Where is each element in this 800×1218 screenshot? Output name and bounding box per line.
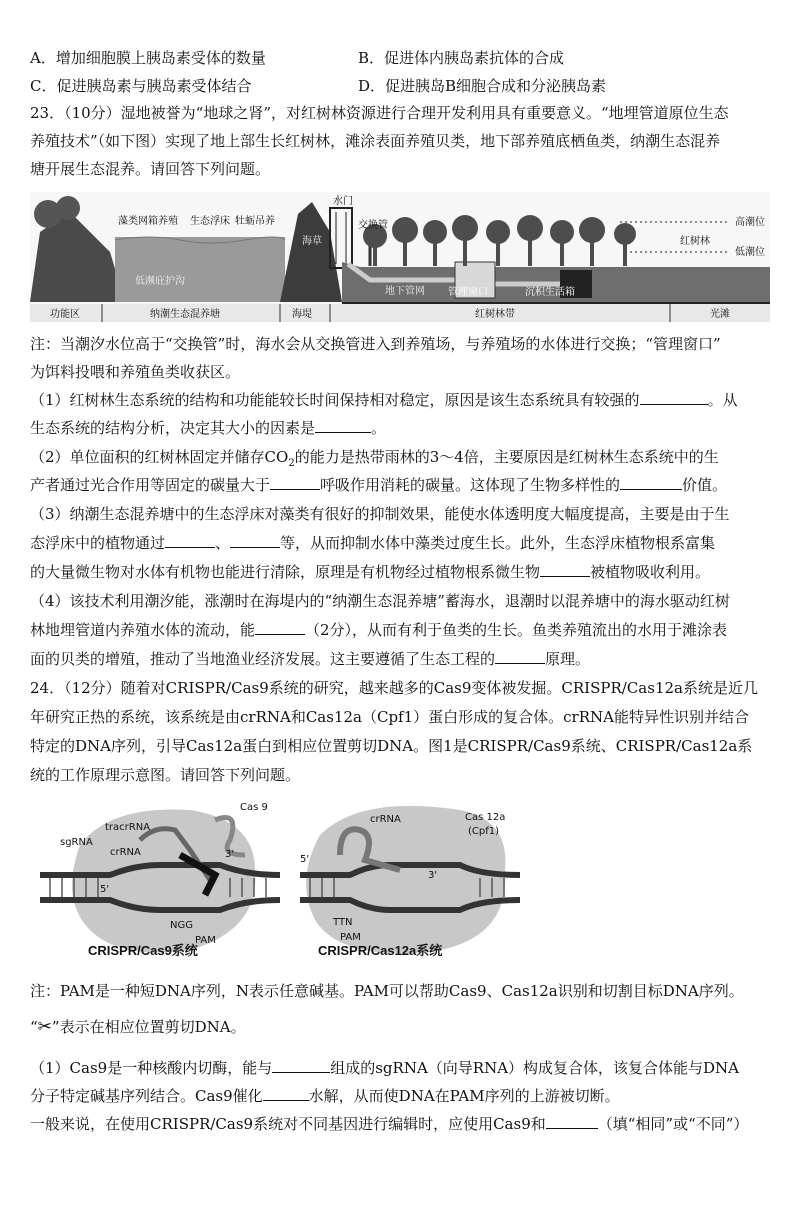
q24-note-2: ”表示在相应位置剪切DNA。: [51, 1018, 246, 1036]
option-b: B．促进体内胰岛素抗体的合成: [358, 49, 565, 67]
zone-func: 功能区: [50, 309, 80, 320]
q23-p4-line1: （4）该技术利用潮汐能，涨潮时在海堤内的“纳潮生态混养塘”蓄海水，退潮时以混养塘中的海水驱动红树: [30, 592, 730, 610]
cas12a-label: Cas 12a: [465, 812, 506, 823]
crrna-label: crRNA: [110, 847, 141, 858]
q23-note-2: 为饵料投喂和养殖鱼类收获区。: [30, 363, 241, 381]
label-oyster: 牡蛎吊养: [235, 216, 275, 227]
q24-p1-text-f: （填“相同”或“不同”）: [597, 1115, 749, 1133]
q23-intro-1: 23．（10分）湿地被誉为“地球之肾”，对红树林资源进行合理开发利用具有重要意义。“地埋管道原位生态: [30, 104, 729, 122]
q23-p2-text-b: 的能力是热带雨林的3～4倍，主要原因是红树林生态系统中的生: [294, 448, 719, 466]
ngg-label: NGG: [170, 920, 193, 931]
q23-p4-text-b: 林地埋管道内养殖水体的流动，能: [30, 621, 256, 639]
q23-p3-line3: [30, 561, 710, 583]
q24-p1-text-a: （1）Cas9是一种核酸内切酶，能与: [30, 1059, 273, 1077]
q23-p1-text-a: （1）红树林生态系统的结构和功能能较长时间保持相对稳定，原因是该生态系统具有较强的: [30, 391, 640, 409]
q24-note-1: 注：PAM是一种短DNA序列，N表示任意碱基。PAM可以帮助Cas9、Cas12a识别和切割目标DNA序列。: [30, 982, 744, 1000]
answer-blank-11[interactable]: [263, 1086, 309, 1101]
q23-p3-text-f: 被植物吸收利用。: [590, 563, 711, 581]
q24-note-2-line: [30, 1016, 246, 1038]
q23-p2-text-c: 产者通过光合作用等固定的碳量大于: [30, 476, 271, 494]
q23-p3-text-d: 等，从而抑制水体中藻类过度生长。此外，生态浮床植物根系富集: [280, 534, 716, 552]
q23-intro-2: 养殖技术”（如下图）实现了地上部生长红树林，滩涂表面养殖贝类，地下部养殖底栖鱼类，纳潮生态混养: [30, 132, 721, 150]
label-high-tide: 高潮位: [735, 217, 765, 228]
label-window: 管理窗口: [448, 287, 488, 298]
q24-p1-text-c: 分子特定碱基序列结合。Cas9催化: [30, 1087, 263, 1105]
answer-blank-10[interactable]: [272, 1058, 330, 1073]
q23-note-1: 注：当潮汐水位高于“交换管”时，海水会从交换管进入到养殖场，与养殖场的水体进行交换；“管理窗口”: [30, 335, 721, 353]
answer-blank-1[interactable]: [640, 390, 708, 405]
q24-p1-line1: [30, 1057, 739, 1079]
q23-p1-line2: [30, 417, 386, 439]
q24-note-quote-open: “: [30, 1018, 38, 1036]
caption-cas9: CRISPR/Cas9系统: [88, 943, 198, 958]
q23-p3-line2: [30, 532, 715, 554]
answer-blank-6[interactable]: [230, 533, 280, 548]
zone-dike: 海堤: [292, 309, 312, 320]
label-pipe: 地下管网: [385, 286, 425, 297]
q24-p1-text-d: 水解，从而使DNA在PAM序列的上游被切断。: [308, 1087, 620, 1105]
sgrna-label: sgRNA: [60, 837, 93, 848]
zone-beach: 光滩: [710, 309, 730, 320]
zone-pond: 纳潮生态混养塘: [150, 309, 220, 320]
answer-blank-5[interactable]: [165, 533, 215, 548]
q23-p3-line1: （3）纳潮生态混养塘中的生态浮床对藻类有很好的抑制效果，能使水体透明度大幅度提高，主要是由于生: [30, 505, 730, 523]
q23-p4-text-d: 面的贝类的增殖，推动了当地渔业经济发展。这主要遵循了生态工程的: [30, 650, 496, 668]
q24-p1-line2: [30, 1085, 620, 1107]
q23-p4-line2: [30, 619, 727, 641]
answer-blank-4[interactable]: [620, 475, 682, 490]
q24-intro-1: 24．（12分）随着对CRISPR/Cas9系统的研究，越来越多的Cas9变体被发掘。CRISPR/Cas12a系统是近几: [30, 679, 758, 697]
label-low-tide: 低潮位: [735, 247, 765, 258]
answer-blank-9[interactable]: [495, 649, 545, 664]
option-c: C．促进胰岛素与胰岛素受体结合: [30, 77, 252, 95]
answer-blank-12[interactable]: [546, 1114, 598, 1129]
q23-p1-text-b: 。从: [707, 391, 738, 409]
pam-label-right: PAM: [340, 932, 361, 943]
q24-intro-2: 年研究正热的系统，该系统是由crRNA和Cas12a（Cpf1）蛋白形成的复合体。crRNA能特异性识别并结合: [30, 708, 749, 726]
q24-intro-3: 特定的DNA序列，引导Cas12a蛋白到相应位置剪切DNA。图1是CRISPR/Cas9系统、CRISPR/Cas12a系: [30, 737, 753, 755]
q23-p1-text-c: 生态系统的结构分析，决定其大小的因素是: [30, 419, 316, 437]
crrna2-label: crRNA: [370, 814, 401, 825]
q23-p1-line1: [30, 389, 738, 411]
pam-label-left: PAM: [195, 935, 216, 946]
label-seagrass: 海草: [302, 236, 322, 247]
q24-p1-text-e: 一般来说，在使用CRISPR/Cas9系统对不同基因进行编辑时，应使用Cas9和: [30, 1115, 546, 1133]
tracrrna-label: tracrRNA: [105, 822, 151, 833]
zone-mangrove: 红树林带: [475, 309, 515, 320]
label-shelter: 低濒庇护沟: [135, 276, 185, 287]
label-exchange: 交换管: [358, 220, 388, 231]
five-prime-left: 5': [100, 884, 110, 895]
q24-p1-text-b: 组成的sgRNA（向导RNA）构成复合体，该复合体能与DNA: [330, 1059, 740, 1077]
q23-p4-text-c: （2分），从而有利于鱼类的生长。鱼类养殖流出的水用于滩涂表: [305, 621, 728, 639]
scissors-icon: ✂: [37, 1017, 52, 1037]
q23-p3-text-e: 的大量微生物对水体有机物也能进行清除，原理是有机物经过植物根系微生物: [30, 563, 541, 581]
label-algae: 藻类网箱养殖: [118, 216, 178, 227]
q24-intro-4: 统的工作原理示意图。请回答下列问题。: [30, 766, 301, 784]
answer-blank-8[interactable]: [255, 620, 305, 635]
q23-p2-text-a: （2）单位面积的红树林固定并储存CO: [30, 448, 289, 466]
caption-cas12a: CRISPR/Cas12a系统: [318, 943, 443, 958]
label-float: 生态浮床: [190, 216, 230, 227]
q24-p1-line3: [30, 1113, 748, 1135]
five-prime-right: 5': [300, 854, 310, 865]
q23-intro-3: 塘开展生态混养。请回答下列问题。: [30, 160, 271, 178]
option-d: D．促进胰岛B细胞合成和分泌胰岛素: [358, 77, 607, 95]
q23-p3-text-c: 、: [215, 534, 231, 552]
three-prime-right: 3': [428, 870, 438, 881]
q23-p2-text-e: 价值。: [682, 476, 728, 494]
q23-p2-line1: [30, 446, 719, 475]
label-forest: 红树林: [680, 236, 710, 247]
label-box: 沉积生活箱: [525, 287, 575, 298]
ttn-label: TTN: [333, 917, 353, 928]
q23-p4-line3: [30, 648, 590, 670]
cas9-label: Cas 9: [240, 802, 268, 813]
three-prime-left: 3': [225, 849, 235, 860]
option-a: A．增加细胞膜上胰岛素受体的数量: [30, 49, 266, 67]
q23-p2-subscript: 2: [288, 458, 295, 469]
q23-p2-text-d: 呼吸作用消耗的碳量。这体现了生物多样性的: [320, 476, 621, 494]
answer-blank-3[interactable]: [270, 475, 320, 490]
answer-blank-2[interactable]: [315, 418, 371, 433]
mangrove-diagram: [30, 192, 770, 322]
cpf1-label: (Cpf1): [468, 826, 500, 837]
q23-p1-text-d: 。: [371, 419, 387, 437]
label-gate: 水门: [333, 196, 353, 207]
q23-p4-text-e: 原理。: [545, 650, 591, 668]
q23-p3-text-b: 态浮床中的植物通过: [30, 534, 166, 552]
answer-blank-7[interactable]: [540, 562, 590, 577]
q23-p2-line2: [30, 474, 727, 496]
